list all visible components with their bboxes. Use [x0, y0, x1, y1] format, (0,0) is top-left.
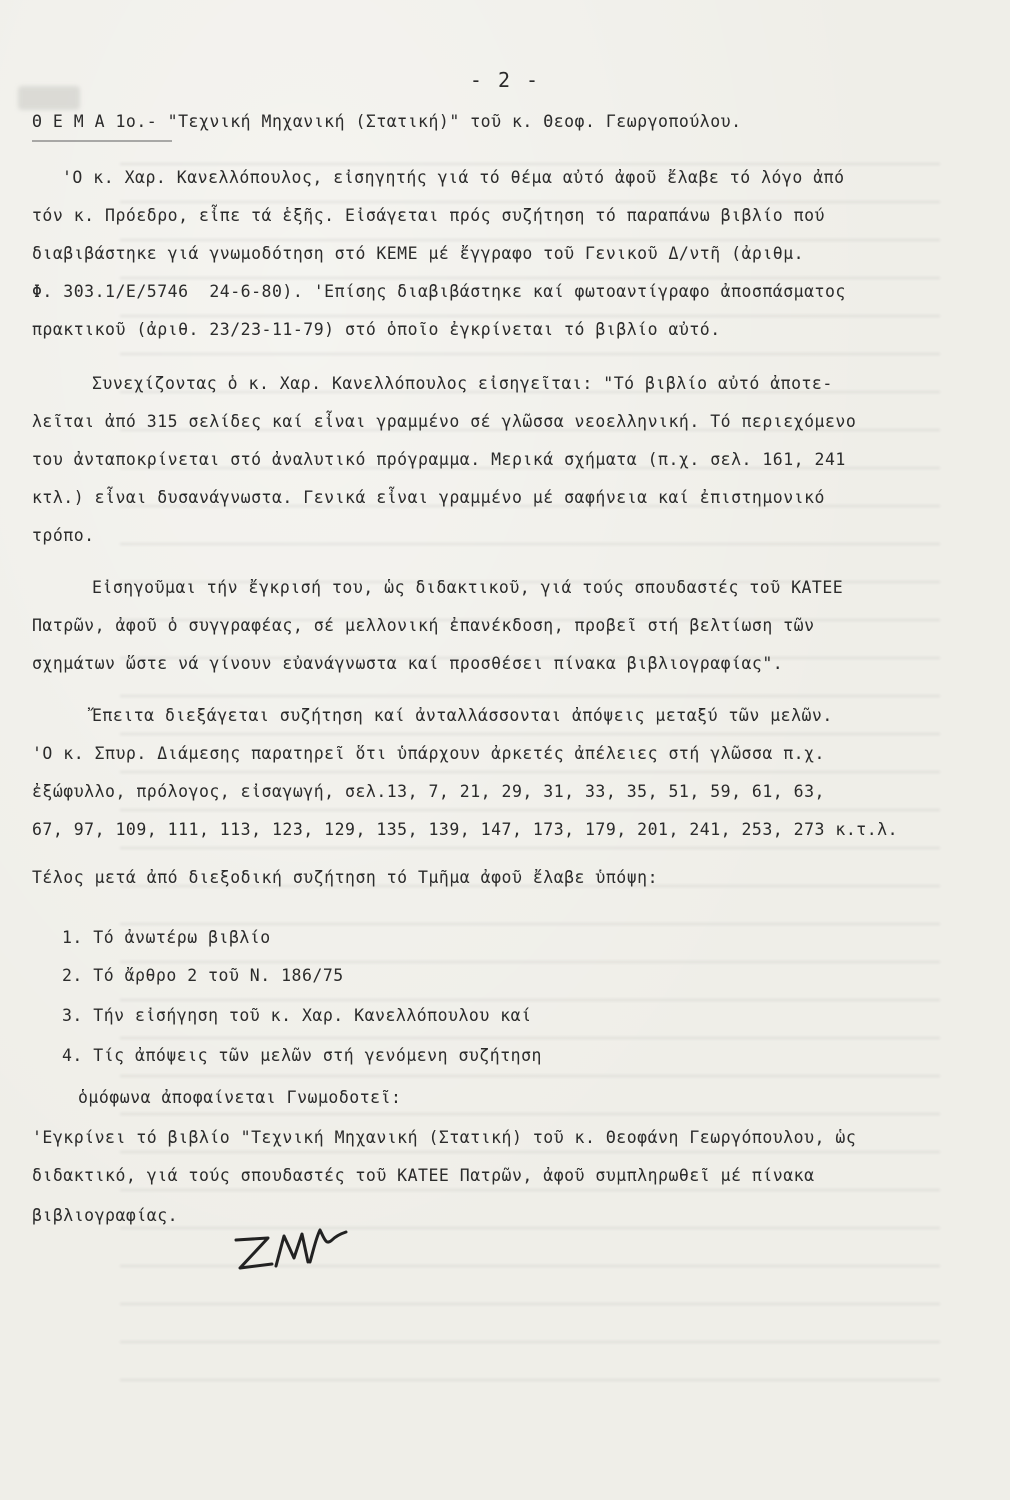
paragraph2-line-2: λεῖται ἀπό 315 σελίδες καί εἶναι γραμμένο σέ γλῶσσα νεοελληνική. Τό περιεχόμενο	[32, 412, 857, 431]
paragraph2-line-5: τρόπο.	[32, 526, 95, 545]
decision-line-1: 'Εγκρίνει τό βιβλίο "Τεχνική Μηχανική (Στατική) τοῦ κ. Θεοφάνη Γεωργόπουλου, ὡς	[32, 1128, 857, 1147]
page-number: - 2 -	[469, 68, 541, 92]
title-underline	[32, 140, 172, 142]
paragraph4-line-4: 67, 97, 109, 111, 113, 123, 129, 135, 139, 147, 173, 179, 201, 241, 253, 273 κ.τ.λ.	[32, 820, 899, 839]
paragraph2-line-1: Συνεχίζοντας ὁ κ. Χαρ. Κανελλόπουλος εἰσηγεῖται: "Τό βιβλίο αὐτό ἀποτε-	[92, 374, 833, 393]
list-item: 3. Τήν εἰσήγηση τοῦ κ. Χαρ. Κανελλόπουλου καί	[62, 1006, 532, 1025]
paragraph1-line-4: Φ. 303.1/Ε/5746 24-6-80). 'Επίσης διαβιβάστηκε καί φωτοαντίγραφο ἀποσπάσματος	[32, 282, 846, 301]
decision-intro: ὁμόφωνα ἀποφαίνεται Γνωμοδοτεῖ:	[78, 1088, 402, 1107]
list-item: 1. Τό ἀνωτέρω βιβλίο	[62, 928, 271, 947]
paragraph1-line-2: τόν κ. Πρόεδρο, εἶπε τά ἑξῆς. Εἰσάγεται πρός συζήτηση τό παραπάνω βιβλίο πού	[32, 206, 825, 225]
signature-icon	[228, 1218, 358, 1278]
paragraph4-line-1: Ἔπειτα διεξάγεται συζήτηση καί ἀνταλλάσσονται ἀπόψεις μεταξύ τῶν μελῶν.	[92, 706, 833, 725]
paragraph2-line-3: του ἀνταποκρίνεται στό ἀναλυτικό πρόγραμμα. Μερικά σχήματα (π.χ. σελ. 161, 241	[32, 450, 846, 469]
list-item: 4. Τίς ἀπόψεις τῶν μελῶν στή γενόμενη συζήτηση	[62, 1046, 542, 1065]
paragraph4-line-3: ἐξώφυλλο, πρόλογος, εἰσαγωγή, σελ.13, 7, 21, 29, 31, 33, 35, 51, 59, 61, 63,	[32, 782, 825, 801]
paragraph4-line-5: Τέλος μετά ἀπό διεξοδική συζήτηση τό Τμῆμα ἀφοῦ ἔλαβε ὑπόψη:	[32, 868, 659, 887]
decision-line-3: βιβλιογραφίας.	[32, 1206, 179, 1225]
paragraph3-line-3: σχημάτων ὥστε νά γίνουν εὐανάγνωστα καί προσθέσει πίνακα βιβλιογραφίας".	[32, 654, 784, 673]
paragraph1-line-5: πρακτικοῦ (ἀριθ. 23/23-11-79) στό ὁποῖο ἐγκρίνεται τό βιβλίο αὐτό.	[32, 320, 721, 339]
paragraph3-line-2: Πατρῶν, ἀφοῦ ὁ συγγραφέας, σέ μελλονική ἐπανέκδοση, προβεῖ στή βελτίωση τῶν	[32, 616, 815, 635]
paragraph3-line-1: Εἰσηγοῦμαι τήν ἔγκρισή του, ὡς διδακτικοῦ, γιά τούς σπουδαστές τοῦ ΚΑΤΕΕ	[92, 578, 844, 597]
paragraph4-line-2: 'Ο κ. Σπυρ. Διάμεσης παρατηρεῖ ὅτι ὑπάρχουν ἀρκετές ἀπέλειες στή γλῶσσα π.χ.	[32, 744, 825, 763]
document-title: Θ Ε Μ Α 1ο.- "Τεχνική Μηχανική (Στατική)" τοῦ κ. Θεοφ. Γεωργοπούλου.	[32, 112, 742, 131]
handwritten-signature	[228, 1218, 358, 1278]
decision-line-2: διδακτικό, γιά τούς σπουδαστές τοῦ ΚΑΤΕΕ Πατρῶν, ἀφοῦ συμπληρωθεῖ μέ πίνακα	[32, 1166, 815, 1185]
paragraph1-line-3: διαβιβάστηκε γιά γνωμοδότηση στό ΚΕΜΕ μέ ἔγγραφο τοῦ Γενικοῦ Δ/ντῆ (ἀριθμ.	[32, 244, 805, 263]
paragraph1-line-1: 'Ο κ. Χαρ. Κανελλόπουλος, εἰσηγητής γιά τό θέμα αὐτό ἀφοῦ ἔλαβε τό λόγο ἀπό	[62, 168, 845, 187]
paragraph2-line-4: κτλ.) εἶναι δυσανάγνωστα. Γενικά εἶναι γραμμένο μέ σαφήνεια καί ἐπιστημονικό	[32, 488, 825, 507]
list-item: 2. Τό ἄρθρο 2 τοῦ Ν. 186/75	[62, 966, 344, 985]
